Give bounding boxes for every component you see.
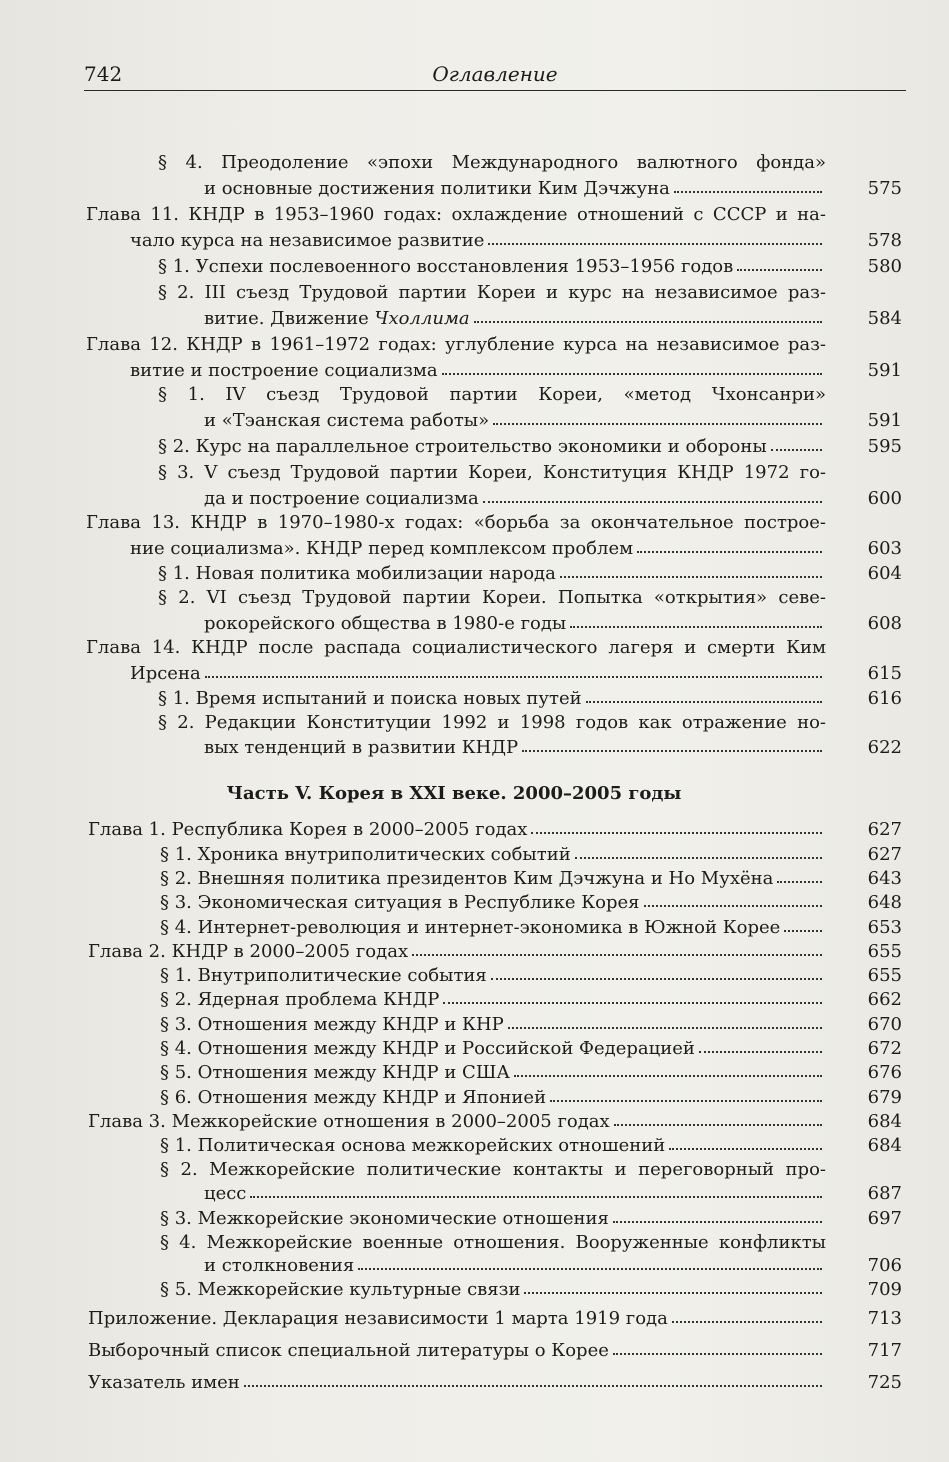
dot-leader [508, 1027, 822, 1029]
toc-page-number: 591 [867, 410, 902, 431]
toc-entry-text: Ирсена [130, 663, 201, 684]
toc-entry [204, 176, 826, 202]
toc-page-number: 622 [867, 737, 902, 758]
dot-leader [443, 1002, 822, 1004]
dot-leader [560, 576, 822, 578]
running-head: Оглавление [432, 62, 558, 86]
toc-entry [160, 1277, 826, 1303]
toc-entry [160, 1085, 826, 1111]
toc-entry [204, 1253, 826, 1279]
toc-entry [160, 987, 826, 1013]
toc-entry [204, 486, 826, 512]
toc-page-number: 627 [867, 844, 902, 865]
dot-leader [586, 701, 822, 703]
toc-entry-text: § 1. Новая политика мобилизации народа [158, 563, 556, 584]
toc-entry [160, 1206, 826, 1232]
toc-entry-text: § 1. Время испытаний и поиска новых путей [158, 688, 582, 709]
dot-leader [524, 1292, 822, 1294]
toc-entry-text: цесс [204, 1183, 247, 1204]
dot-leader [669, 1148, 822, 1150]
toc-entry [130, 661, 826, 687]
toc-page-number: 653 [867, 917, 902, 938]
toc-entry-text: § 5. Межкорейские культурные связи [160, 1279, 521, 1300]
toc-page-number: 713 [867, 1308, 902, 1329]
toc-page-number: 725 [867, 1372, 902, 1393]
toc-entry-text: § 2. Редакции Конституции 1992 и 1998 годов как отражение но- [158, 712, 826, 733]
toc-page-number: 643 [867, 868, 902, 889]
toc-entry [160, 866, 826, 892]
toc-page-number: 615 [867, 663, 902, 684]
toc-page-number: 684 [867, 1111, 902, 1132]
dot-leader [483, 501, 822, 503]
toc-entry [88, 1338, 826, 1364]
toc-page-number: 655 [867, 965, 902, 986]
toc-entry [88, 939, 826, 965]
dot-leader [674, 191, 822, 193]
toc-entry-line [158, 150, 826, 176]
toc-entry-text: § 2. Межкорейские политические контакты и переговорный про- [160, 1159, 826, 1180]
toc-entry [160, 1060, 826, 1086]
dot-leader [250, 1196, 822, 1198]
toc-entry [88, 1370, 826, 1396]
toc-entry-text: Приложение. Декларация независимости 1 марта 1919 года [88, 1308, 668, 1329]
toc-entry [160, 890, 826, 916]
toc-entry [130, 358, 826, 384]
toc-page-number: 600 [867, 488, 902, 509]
toc-entry [204, 735, 826, 761]
toc-entry-text: § 1. Внутриполитические события [160, 965, 487, 986]
toc-entry [88, 1306, 826, 1332]
dot-leader [614, 1124, 822, 1126]
toc-entry-text: Выборочный список специальной литературы о Корее [88, 1340, 609, 1361]
dot-leader [784, 930, 822, 932]
toc-page-number: 676 [867, 1062, 902, 1083]
toc-entry [204, 611, 826, 637]
dot-leader [442, 373, 822, 375]
toc-entry [160, 842, 826, 868]
toc-entry [130, 228, 826, 254]
toc-entry-line [158, 710, 826, 736]
toc-entry-line [158, 280, 826, 306]
toc-page-number: 608 [867, 613, 902, 634]
dot-leader [699, 1051, 822, 1053]
toc-entry-text: § 4. Интернет-революция и интернет-экономика в Южной Корее [160, 917, 781, 938]
toc-page-number: 662 [867, 989, 902, 1010]
dot-leader [575, 857, 822, 859]
toc-entry [158, 434, 826, 460]
toc-entry-text: Глава 1. Республика Корея в 2000–2005 годах [88, 819, 528, 840]
toc-entry-text: § 1. IV съезд Трудовой партии Кореи, «метод Чхонсанри» [158, 384, 826, 405]
dot-leader [672, 1321, 822, 1323]
toc-entry-text: § 1. Успехи послевоенного восстановления 1953–1956 годов [158, 256, 734, 277]
toc-page-number: 655 [867, 941, 902, 962]
dot-leader [771, 449, 822, 451]
toc-page-number: 578 [867, 230, 902, 251]
toc-entry-line [86, 635, 826, 661]
toc-page-number: 591 [867, 360, 902, 381]
toc-page-number: 603 [867, 538, 902, 559]
toc-entry [88, 817, 826, 843]
toc-page-number: 595 [867, 436, 902, 457]
toc-page-number: 670 [867, 1014, 902, 1035]
toc-entry-emphasis: Чхоллима [374, 308, 470, 329]
toc-page-number: 616 [867, 688, 902, 709]
dot-leader [613, 1221, 822, 1223]
toc-entry-text: Глава 2. КНДР в 2000–2005 годах [88, 941, 409, 962]
dot-leader [488, 243, 822, 245]
toc-entry-line [86, 332, 826, 358]
toc-page-number: 604 [867, 563, 902, 584]
toc-entry-line [160, 1157, 826, 1183]
toc-entry [160, 1012, 826, 1038]
toc-entry [158, 254, 826, 280]
toc-entry-text: § 4. Межкорейские военные отношения. Вооруженные конфликты [160, 1232, 826, 1253]
dot-leader [737, 269, 822, 271]
dot-leader [777, 881, 822, 883]
toc-page-number: 627 [867, 819, 902, 840]
toc-entry [204, 1181, 826, 1207]
dot-leader [493, 423, 822, 425]
dot-leader [531, 832, 822, 834]
dot-leader [514, 1075, 822, 1077]
toc-entry-text: да и построение социализма [204, 488, 479, 509]
dot-leader [550, 1100, 822, 1102]
toc-page-number: 575 [867, 178, 902, 199]
toc-page-number: 648 [867, 892, 902, 913]
toc-entry-text: § 3. Экономическая ситуация в Республике Корея [160, 892, 640, 913]
part-heading: Часть V. Корея в XXI веке. 2000–2005 годы [226, 783, 682, 804]
toc-entry-text: § 2. Курс на параллельное строительство экономики и обороны [158, 436, 767, 457]
dot-leader [522, 750, 822, 752]
toc-entry-text: § 3. Отношения между КНДР и КНР [160, 1014, 504, 1035]
page-number: 742 [84, 62, 123, 86]
dot-leader [637, 551, 822, 553]
toc-entry-text: Глава 13. КНДР в 1970–1980-х годах: «борьба за окончательное построе- [86, 512, 826, 533]
toc-entry [204, 306, 826, 332]
toc-entry [158, 686, 826, 712]
toc-entry-text: витие и построение социализма [130, 360, 438, 381]
page-header [84, 60, 906, 91]
toc-page-number: 679 [867, 1087, 902, 1108]
toc-page-number: 584 [867, 308, 902, 329]
toc-page-number: 684 [867, 1135, 902, 1156]
toc-entry-text: Глава 3. Межкорейские отношения в 2000–2005 годах [88, 1111, 610, 1132]
toc-page-number: 672 [867, 1038, 902, 1059]
toc-entry-text: рокорейского общества в 1980-е годы [204, 613, 567, 634]
toc-entry [160, 1133, 826, 1159]
dot-leader [205, 676, 822, 678]
toc-page-number: 697 [867, 1208, 902, 1229]
toc-entry [204, 408, 826, 434]
toc-entry [88, 1109, 826, 1135]
toc-entry-text: § 6. Отношения между КНДР и Японией [160, 1087, 547, 1108]
toc-entry-text: Глава 12. КНДР в 1961–1972 годах: углубление курса на независимое раз- [86, 334, 826, 355]
toc-entry-text: вых тенденций в развитии КНДР [204, 737, 519, 758]
toc-entry-text: § 3. V съезд Трудовой партии Кореи, Конституция КНДР 1972 го- [158, 462, 826, 483]
toc-entry [160, 963, 826, 989]
toc-entry [130, 536, 826, 562]
toc-entry-text: ние социализма». КНДР перед комплексом проблем [130, 538, 634, 559]
toc-entry-text: и «Тэанская система работы» [204, 410, 490, 431]
dot-leader [474, 321, 822, 323]
toc-page-number: 687 [867, 1183, 902, 1204]
dot-leader [570, 626, 822, 628]
toc-entry-line [158, 382, 826, 408]
toc-entry-text: § 4. Преодоление «эпохи Международного валютного фонда» [158, 152, 826, 173]
dot-leader [412, 954, 822, 956]
toc-entry-line [158, 585, 826, 611]
toc-page-number: 706 [867, 1255, 902, 1276]
toc-page-number: 580 [867, 256, 902, 277]
dot-leader [613, 1353, 822, 1355]
toc-entry-line [158, 460, 826, 486]
toc-entry-text: § 2. VI съезд Трудовой партии Кореи. Попытка «открытия» севе- [158, 587, 826, 608]
dot-leader [491, 978, 822, 980]
toc-entry-text: чало курса на независимое развитие [130, 230, 485, 251]
toc-entry-text: § 4. Отношения между КНДР и Российской Федерацией [160, 1038, 695, 1059]
toc-entry-text: § 1. Хроника внутриполитических событий [160, 844, 571, 865]
toc-entry-text: и основные достижения политики Ким Дэчжуна [204, 178, 670, 199]
dot-leader [644, 905, 823, 907]
toc-entry-text: и столкновения [204, 1255, 355, 1276]
toc-entry-line [86, 510, 826, 536]
toc-entry-text: § 3. Межкорейские экономические отношения [160, 1208, 609, 1229]
dot-leader [244, 1385, 822, 1387]
toc-entry [160, 915, 826, 941]
toc-entry-text: § 2. Ядерная проблема КНДР [160, 989, 440, 1010]
toc-entry-text: Глава 14. КНДР после распада социалистического лагеря и смерти Ким [86, 637, 826, 658]
toc-entry-text: § 2. III съезд Трудовой партии Кореи и курс на независимое раз- [158, 282, 826, 303]
toc-entry-text: Указатель имен [88, 1372, 240, 1393]
dot-leader [358, 1268, 822, 1270]
toc-entry-text: § 5. Отношения между КНДР и США [160, 1062, 510, 1083]
toc-page-number: 709 [867, 1279, 902, 1300]
toc-entry-text: Глава 11. КНДР в 1953–1960 годах: охлаждение отношений с СССР и на- [86, 204, 826, 225]
toc-entry [158, 561, 826, 587]
toc-entry-text: § 2. Внешняя политика президентов Ким Дэчжуна и Но Мухёна [160, 868, 774, 889]
toc-entry-line [86, 202, 826, 228]
toc-entry-text: витие. Движение Чхоллима [204, 308, 470, 329]
toc-entry-text: § 1. Политическая основа межкорейских отношений [160, 1135, 666, 1156]
toc-page-number: 717 [867, 1340, 902, 1361]
toc-entry [160, 1036, 826, 1062]
